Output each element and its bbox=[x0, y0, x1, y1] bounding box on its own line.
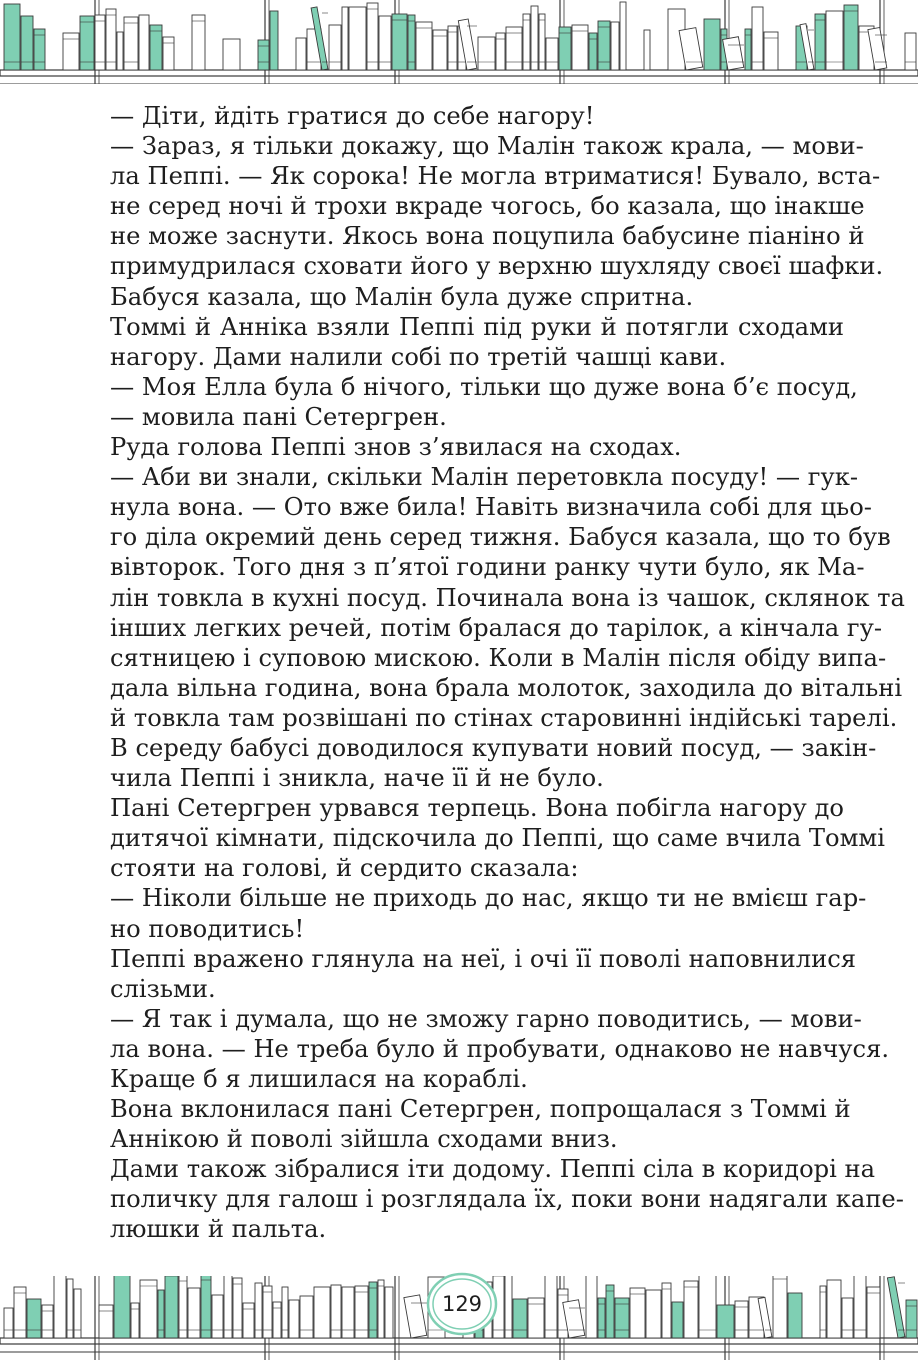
paragraph bbox=[80, 944, 857, 1004]
text-line: — Аби ви знали, скільки Малін перетовкла посуду! — гук- bbox=[110, 463, 858, 492]
page-number-badge bbox=[424, 1271, 500, 1337]
text-line: дитячої кімнати, підскочила до Пеппі, що саме вчила Томмі bbox=[110, 824, 885, 853]
text-line: — Зараз, я тільки докажу, що Малін також крала, — мови- bbox=[110, 132, 864, 161]
book-text bbox=[80, 101, 905, 1245]
text-line: й товкла там розвішані по стінах старовинні індійські тарелі. bbox=[110, 703, 898, 732]
paragraph bbox=[80, 101, 844, 131]
text-line: но поводитись! bbox=[110, 914, 305, 943]
text-line: інших легких речей, потім бралася до тарілок, а кінчала гу- bbox=[110, 613, 882, 642]
paragraph bbox=[80, 1154, 904, 1244]
text-line: Бабуся казала, що Малін була дуже спритна. bbox=[110, 282, 694, 311]
text-line: В середу бабусі доводилося купувати новий посуд, — закін- bbox=[110, 733, 877, 762]
text-line: го діла окремий день серед тижня. Бабуся казала, що то був bbox=[110, 523, 891, 552]
text-line: ла Пеппі. — Як сорока! Не могла втриматися! Бувало, вста- bbox=[110, 162, 881, 191]
paragraph bbox=[80, 793, 885, 883]
text-line: не може заснути. Якось вона поцупила бабусине піаніно й bbox=[110, 222, 865, 251]
text-line: — Ніколи більше не приходь до нас, якщо ти не вмієш гар- bbox=[110, 884, 867, 913]
bookshelf-illustration-top bbox=[0, 0, 918, 84]
paragraph bbox=[80, 372, 858, 432]
text-line: нагору. Дами налили собі по третій чашці кави. bbox=[110, 342, 727, 371]
text-line: сятницею і суповою мискою. Коли в Малін після обіду випа- bbox=[110, 643, 887, 672]
text-line: Руда голова Пеппі знов з’явилася на сходах. bbox=[110, 433, 682, 462]
text-line: стояти на голові, й сердито сказала: bbox=[110, 854, 579, 883]
text-line: слізьми. bbox=[110, 974, 216, 1003]
text-line: — Я так і думала, що не зможу гарно поводитись, — мови- bbox=[110, 1004, 862, 1033]
paragraph bbox=[80, 1094, 851, 1154]
text-line: не серед ночі й трохи вкраде чогось, бо казала, що інакше bbox=[110, 192, 865, 221]
text-line: вівторок. Того дня з п’ятої години ранку чути було, як Ма- bbox=[110, 553, 865, 582]
paragraph bbox=[80, 312, 844, 372]
text-line: Пеппі вражено глянула на неї, і очі її поволі наповнилися bbox=[110, 944, 857, 973]
page-number: 129 bbox=[441, 1292, 483, 1316]
text-line: Вона вклонилася пані Сетергрен, попрощалася з Томмі й bbox=[110, 1095, 851, 1124]
text-line: люшки й пальта. bbox=[110, 1215, 327, 1244]
paragraph bbox=[80, 462, 905, 793]
paragraph bbox=[80, 432, 844, 462]
text-line: — Моя Елла була б нічого, тільки що дуже вона б’є посуд, bbox=[110, 372, 858, 401]
text-line: Аннікою й поволі зійшла сходами вниз. bbox=[110, 1125, 618, 1154]
text-line: примудрилася сховати його у верхню шухляду своєї шафки. bbox=[110, 252, 884, 281]
text-line: нула вона. — Ото вже била! Навіть визначила собі для цьо- bbox=[110, 493, 872, 522]
text-line: дала вільна година, вона брала молоток, заходила до вітальні bbox=[110, 673, 903, 702]
paragraph bbox=[80, 1004, 890, 1094]
text-line: чила Пеппі і зникла, наче її й не було. bbox=[110, 764, 604, 793]
text-line: Краще б я лишилася на кораблі. bbox=[110, 1065, 528, 1093]
top-bookshelf-decoration bbox=[0, 0, 918, 84]
text-line: поличку для галош і розглядала їх, поки вони надягали капе- bbox=[110, 1185, 904, 1214]
text-line: Пані Сетергрен урвався терпець. Вона побігла нагору до bbox=[110, 794, 844, 823]
text-line: — мовила пані Сетергрен. bbox=[110, 402, 447, 431]
text-line: Дами також зібралися іти додому. Пеппі сіла в коридорі на bbox=[110, 1155, 876, 1184]
text-line: лін товкла в кухні посуд. Починала вона із чашок, склянок та bbox=[110, 583, 905, 612]
paragraph bbox=[80, 883, 867, 943]
text-line: ла вона. — Не треба було й пробувати, однаково не навчуся. bbox=[110, 1034, 890, 1063]
paragraph bbox=[80, 131, 884, 312]
text-line: — Діти, йдіть гратися до себе нагору! bbox=[110, 102, 595, 130]
text-line: Томмі й Анніка взяли Пеппі під руки й потягли сходами bbox=[110, 312, 844, 341]
